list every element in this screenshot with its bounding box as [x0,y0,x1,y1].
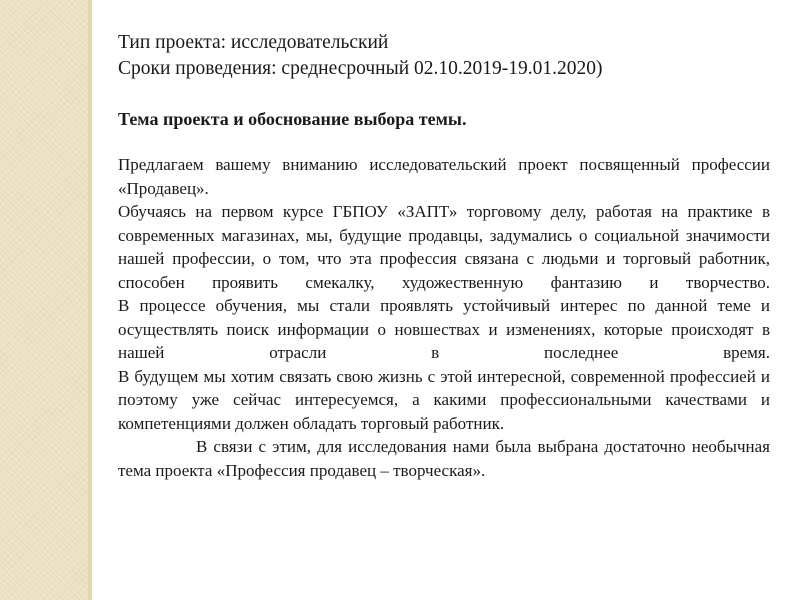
decorative-band-edge [88,0,92,600]
paragraph-intro: Предлагаем вашему вниманию исследовательский проект посвященный профессии «Продавец». [118,155,770,198]
project-type-line: Тип проекта: исследовательский [118,32,389,53]
paragraph-interest: В процессе обучения, мы стали проявлять устойчивый интерес по данной теме и осуществлять поиск информации о новшествах и изменениях, которые происходят в нашей отрасли в последнее время. [118,296,770,362]
project-meta [118,30,603,82]
paragraph-study: Обучаясь на первом курсе ГБПОУ «ЗАПТ» торговому делу, работая на практике в современных магазинах, мы, будущие продавцы, задумались о социальной значимости нашей профессии, о том, что эта профессия связана с людьми и торговый работник, способен проявить смекалку, художественную фантазию и творчество. [118,202,770,292]
section-heading: Тема проекта и обоснование выбора темы. [118,109,467,129]
project-dates-line: Сроки проведения: среднесрочный 02.10.2019-19.01.2020) [118,58,603,79]
paragraph-conclusion: В связи с этим, для исследования нами была выбрана достаточно необычная тема проекта «Профессия продавец – творческая». [118,437,770,480]
decorative-left-band [0,0,92,600]
paragraph-future: В будущем мы хотим связать свою жизнь с этой интересной, современной профессией и поэтому уже сейчас интересуемся, а какими профессиональными качествами и компетенциями должен обладать торговый работник. [118,366,770,433]
body-text [118,153,770,482]
